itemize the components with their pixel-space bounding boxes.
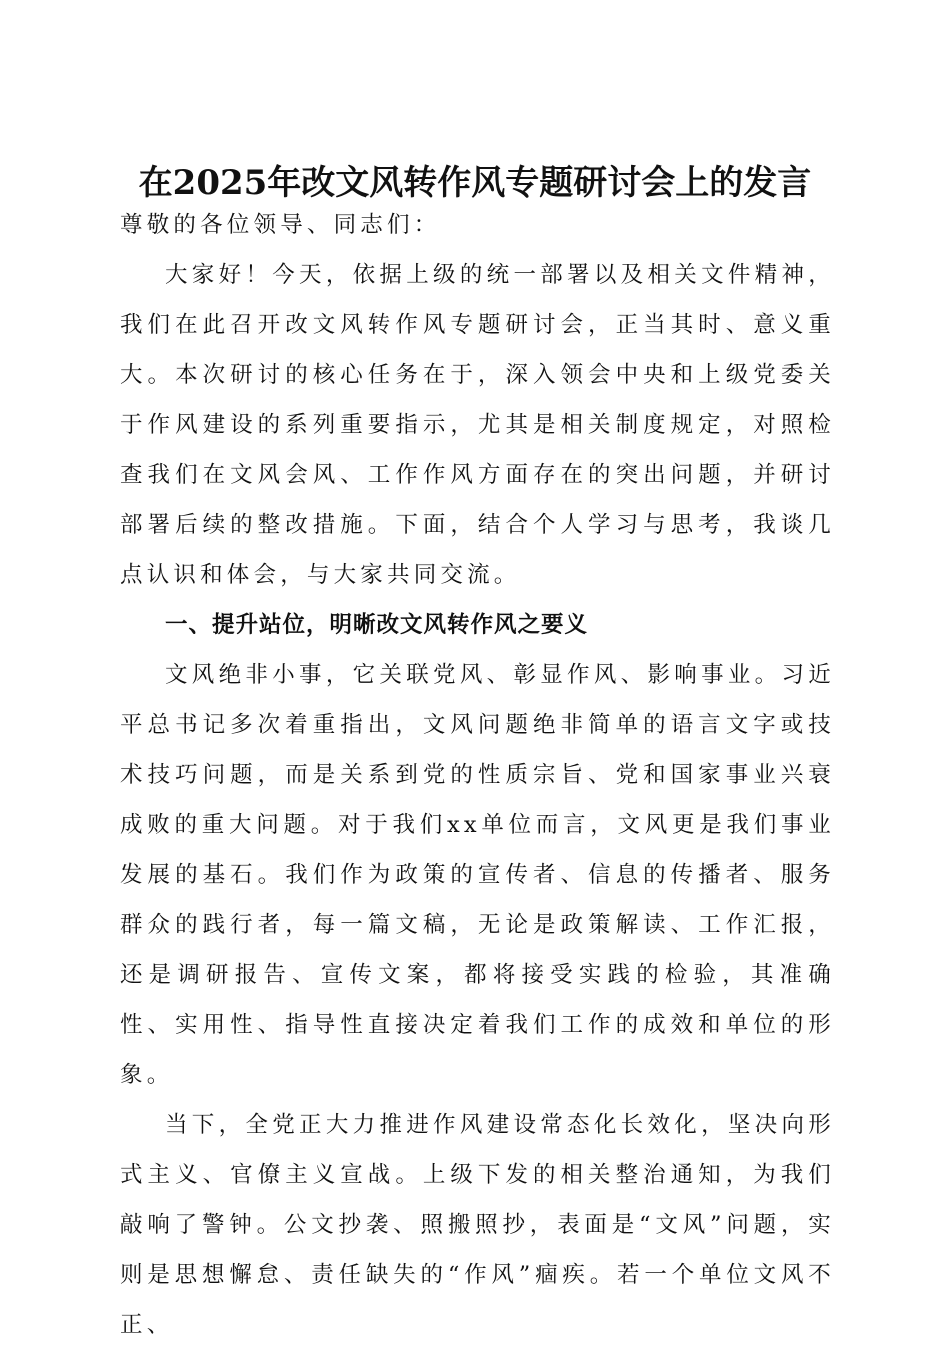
paragraph-writing-style: 文风绝非小事，它关联党风、彰显作风、影响事业。习近平总书记多次着重指出，文风问题绝非简单的语言文字或技术技巧问题，而是关系到党的性质宗旨、党和国家事业兴衰成败的重大问题。对于我们xx单位而言，文风更是我们事业发展的基石。我们作为政策的宣传者、信息的传播者、服务群众的践行者，每一篇文稿，无论是政策解读、工作汇报，还是调研报告、宣传文案，都将接受实践的检验，其准确性、实用性、指导性直接决定着我们工作的成效和单位的形象。 xyxy=(120,662,835,1088)
salutation: 尊敬的各位领导、同志们： xyxy=(120,212,441,238)
paragraph-current-situation: 当下，全党正大力推进作风建设常态化长效化，坚决向形式主义、官僚主义宣战。上级下发的相关整治通知，为我们敲响了警钟。公文抄袭、照搬照抄，表面是“文风”问题，实则是思想懈怠、责任缺失的“作风”痼疾。若一个单位文风不正、 xyxy=(120,1112,835,1338)
page-title: 在2025年改文风转作风专题研讨会上的发言 xyxy=(138,162,812,203)
paragraph-opening: 大家好！今天，依据上级的统一部署以及相关文件精神，我们在此召开改文风转作风专题研讨会，正当其时、意义重大。本次研讨的核心任务在于，深入领会中央和上级党委关于作风建设的系列重要指示，尤其是相关制度规定，对照检查我们在文风会风、工作作风方面存在的突出问题，并研讨部署后续的整改措施。下面，结合个人学习与思考，我谈几点认识和体会，与大家共同交流。 xyxy=(120,262,835,588)
document-body xyxy=(120,200,835,1350)
section-heading-1: 一、提升站位，明晰改文风转作风之要义 xyxy=(165,612,589,638)
